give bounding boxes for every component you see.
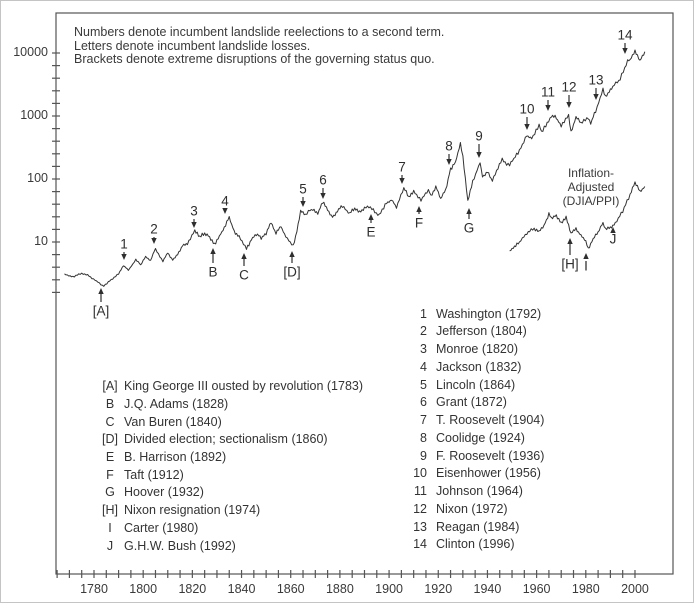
legend-letter-text: Van Buren (1840) — [124, 414, 222, 429]
y-axis-label-100: 100 — [27, 171, 48, 185]
legend-number-text: Washington (1792) — [436, 306, 542, 321]
legend-letter-row-F — [96, 468, 184, 482]
legend-number-row-5 — [411, 378, 515, 392]
annotation-label-A: [A] — [92, 303, 110, 319]
legend-letter-row-C — [96, 415, 222, 429]
annotation-label-H: [H] — [561, 256, 579, 272]
legend-letter-row-I — [96, 521, 198, 535]
annotation-arrowhead — [593, 94, 598, 100]
annotation-label-11: 11 — [540, 84, 556, 100]
legend-letter-text: Hoover (1932) — [124, 485, 204, 500]
annotation-label-D: [D] — [283, 264, 301, 280]
legend-number-text: Coolidge (1924) — [436, 430, 525, 445]
legend-number-text: Lincoln (1864) — [436, 377, 516, 392]
annotation-arrowhead — [191, 222, 196, 228]
legend-number-text: Jackson (1832) — [436, 359, 522, 374]
annotation-arrowhead — [368, 214, 373, 220]
legend-number-row-9 — [411, 449, 544, 463]
x-axis-label-1840: 1840 — [227, 582, 256, 596]
annotation-label-7: 7 — [398, 159, 406, 175]
legend-number-row-10 — [411, 466, 541, 480]
annotation-label-4: 4 — [221, 193, 229, 209]
legend-number-key: 9 — [420, 448, 427, 463]
x-axis-label-1980: 1980 — [571, 582, 600, 596]
annotation-label-G: G — [463, 220, 475, 236]
x-axis-label-1920: 1920 — [424, 582, 453, 596]
legend-number-row-14 — [411, 537, 515, 551]
annotation-label-10: 10 — [519, 101, 535, 117]
y-axis-label-10: 10 — [34, 234, 48, 248]
legend-letter-text: Nixon resignation (1974) — [124, 503, 261, 518]
legend-number-key: 10 — [413, 466, 427, 481]
legend-number-row-12 — [411, 502, 508, 516]
legend-letter-key: E — [105, 450, 115, 464]
annotation-label-6: 6 — [319, 172, 327, 188]
annotation-label-9: 9 — [475, 128, 483, 144]
legend-number-key: 14 — [413, 537, 427, 552]
annotation-label-I: I — [584, 258, 588, 274]
annotation-label-2: 2 — [150, 221, 158, 237]
legend-letter-row-B — [96, 397, 228, 411]
legend-number-row-2 — [411, 324, 527, 338]
legend-number-key: 13 — [413, 519, 427, 534]
legend-number-text: Jefferson (1804) — [436, 324, 527, 339]
legend-letter-text: G.H.W. Bush (1992) — [124, 538, 236, 553]
legend-letter-key: I — [108, 520, 112, 535]
legend-letter-text: King George III ousted by revolution (1783) — [124, 379, 364, 394]
legend-number-text: Monroe (1820) — [436, 342, 518, 357]
annotation-arrowhead — [399, 178, 404, 184]
legend-number-text: Clinton (1996) — [436, 537, 515, 552]
x-axis-label-1940: 1940 — [473, 582, 502, 596]
x-axis-label-2000: 2000 — [621, 582, 649, 596]
chart-notes — [74, 26, 444, 67]
legend-letter-row-E — [96, 450, 226, 464]
legend-letter-key: G — [105, 485, 115, 500]
legend-number-key: 12 — [413, 501, 427, 516]
annotation-arrowhead — [446, 159, 451, 165]
annotation-arrowhead — [320, 193, 325, 199]
annotation-arrowhead — [98, 288, 103, 294]
annotation-label-3: 3 — [190, 203, 198, 219]
y-axis-label-10000: 10000 — [13, 45, 48, 59]
annotation-label-12: 12 — [561, 79, 577, 95]
inflation-label-line1: Inflation- — [567, 166, 615, 180]
legend-letter-key: B — [105, 396, 115, 411]
annotation-label-F: F — [414, 215, 424, 231]
legend-letter-key: F — [106, 467, 114, 482]
annotation-label-J: J — [609, 231, 617, 247]
annotation-label-E: E — [366, 224, 376, 240]
annotation-label-13: 13 — [588, 72, 604, 88]
x-axis-label-1960: 1960 — [522, 582, 551, 596]
x-axis-label-1860: 1860 — [276, 582, 305, 596]
annotation-arrowhead — [210, 248, 215, 254]
note-letters: Letters denote incumbent landslide losses. — [74, 38, 311, 53]
legend-number-row-6 — [411, 395, 507, 409]
annotation-arrowhead — [151, 238, 156, 244]
legend-number-row-8 — [411, 431, 525, 445]
legend-number-text: Reagan (1984) — [436, 519, 520, 534]
annotation-arrowhead — [416, 206, 421, 212]
legend-number-row-1 — [411, 307, 541, 321]
legend-letter-row-D — [96, 432, 328, 446]
annotation-arrowhead — [289, 251, 294, 257]
x-axis-label-1780: 1780 — [80, 582, 108, 596]
annotation-label-C: C — [239, 267, 249, 283]
legend-letter-text: Taft (1912) — [124, 467, 184, 482]
djia-series-line — [65, 50, 645, 286]
annotation-arrowhead — [524, 124, 529, 130]
annotation-arrowhead — [300, 201, 305, 207]
legend-letter-text: J.Q. Adams (1828) — [124, 396, 229, 411]
inflation-series-label — [563, 167, 620, 209]
legend-letter-key: [H] — [102, 503, 118, 518]
legend-letter-text: B. Harrison (1892) — [124, 450, 227, 464]
x-axis-label-1900: 1900 — [375, 582, 403, 596]
legend-letter-text: Divided election; sectionalism (1860) — [124, 432, 328, 447]
legend-number-key: 4 — [420, 359, 427, 374]
legend-number-row-13 — [411, 520, 519, 534]
legend-letter-text: Carter (1980) — [124, 520, 199, 535]
legend-letter-key: [A] — [102, 379, 118, 394]
legend-number-key: 8 — [420, 430, 427, 445]
legend-number-key: 3 — [420, 342, 427, 357]
annotation-label-14: 14 — [617, 27, 633, 43]
legend-number-row-11 — [411, 484, 523, 498]
annotation-label-B: B — [208, 264, 218, 280]
annotation-arrowhead — [567, 238, 572, 244]
legend-number-row-7 — [411, 413, 544, 427]
legend-letter-row-H — [96, 503, 260, 517]
legend-number-row-3 — [411, 342, 518, 356]
legend-number-key: 1 — [420, 306, 427, 321]
inflation-label-line2: Adjusted — [567, 179, 615, 194]
legend-letter-key: [D] — [102, 432, 118, 447]
legend-number-text: Eisenhower (1956) — [436, 466, 541, 481]
annotation-label-8: 8 — [445, 138, 453, 154]
legend-number-text: Johnson (1964) — [436, 484, 523, 499]
legend-letter-row-G — [96, 485, 204, 499]
annotation-arrowhead — [566, 102, 571, 108]
x-axis-label-1880: 1880 — [325, 582, 354, 596]
legend-letter-key: J — [106, 538, 114, 553]
legend-number-key: 6 — [420, 395, 427, 410]
legend-number-key: 7 — [420, 413, 427, 428]
annotation-label-5: 5 — [299, 181, 307, 197]
legend-number-key: 5 — [420, 377, 427, 392]
legend-number-text: Grant (1872) — [436, 395, 507, 410]
legend-letter-row-J — [96, 539, 236, 553]
x-axis-label-1820: 1820 — [178, 582, 207, 596]
annotation-arrowhead — [476, 152, 481, 158]
legend-number-text: Nixon (1972) — [436, 501, 508, 516]
legend-number-row-4 — [411, 360, 521, 374]
annotation-arrowhead — [222, 208, 227, 214]
x-axis-label-1800: 1800 — [129, 582, 158, 596]
y-axis-label-1000: 1000 — [20, 108, 48, 122]
annotation-label-1: 1 — [120, 236, 128, 252]
annotation-arrowhead — [622, 48, 627, 54]
inflation-label-line3: (DJIA/PPI) — [562, 193, 620, 208]
annotation-arrowhead — [545, 105, 550, 111]
legend-number-text: T. Roosevelt (1904) — [436, 413, 545, 428]
annotation-arrowhead — [466, 208, 471, 214]
annotation-arrowhead — [241, 253, 246, 259]
legend-number-key: 11 — [414, 484, 427, 499]
legend-letter-row-A — [96, 379, 363, 393]
legend-letter-key: C — [105, 414, 115, 429]
note-numbers: Numbers denote incumbent landslide reelections to a second term. — [74, 25, 445, 39]
legend-number-text: F. Roosevelt (1936) — [436, 448, 545, 463]
annotation-arrowhead — [121, 254, 126, 260]
legend-number-key: 2 — [420, 324, 427, 339]
note-brackets: Brackets denote extreme disruptions of the governing status quo. — [74, 52, 435, 67]
